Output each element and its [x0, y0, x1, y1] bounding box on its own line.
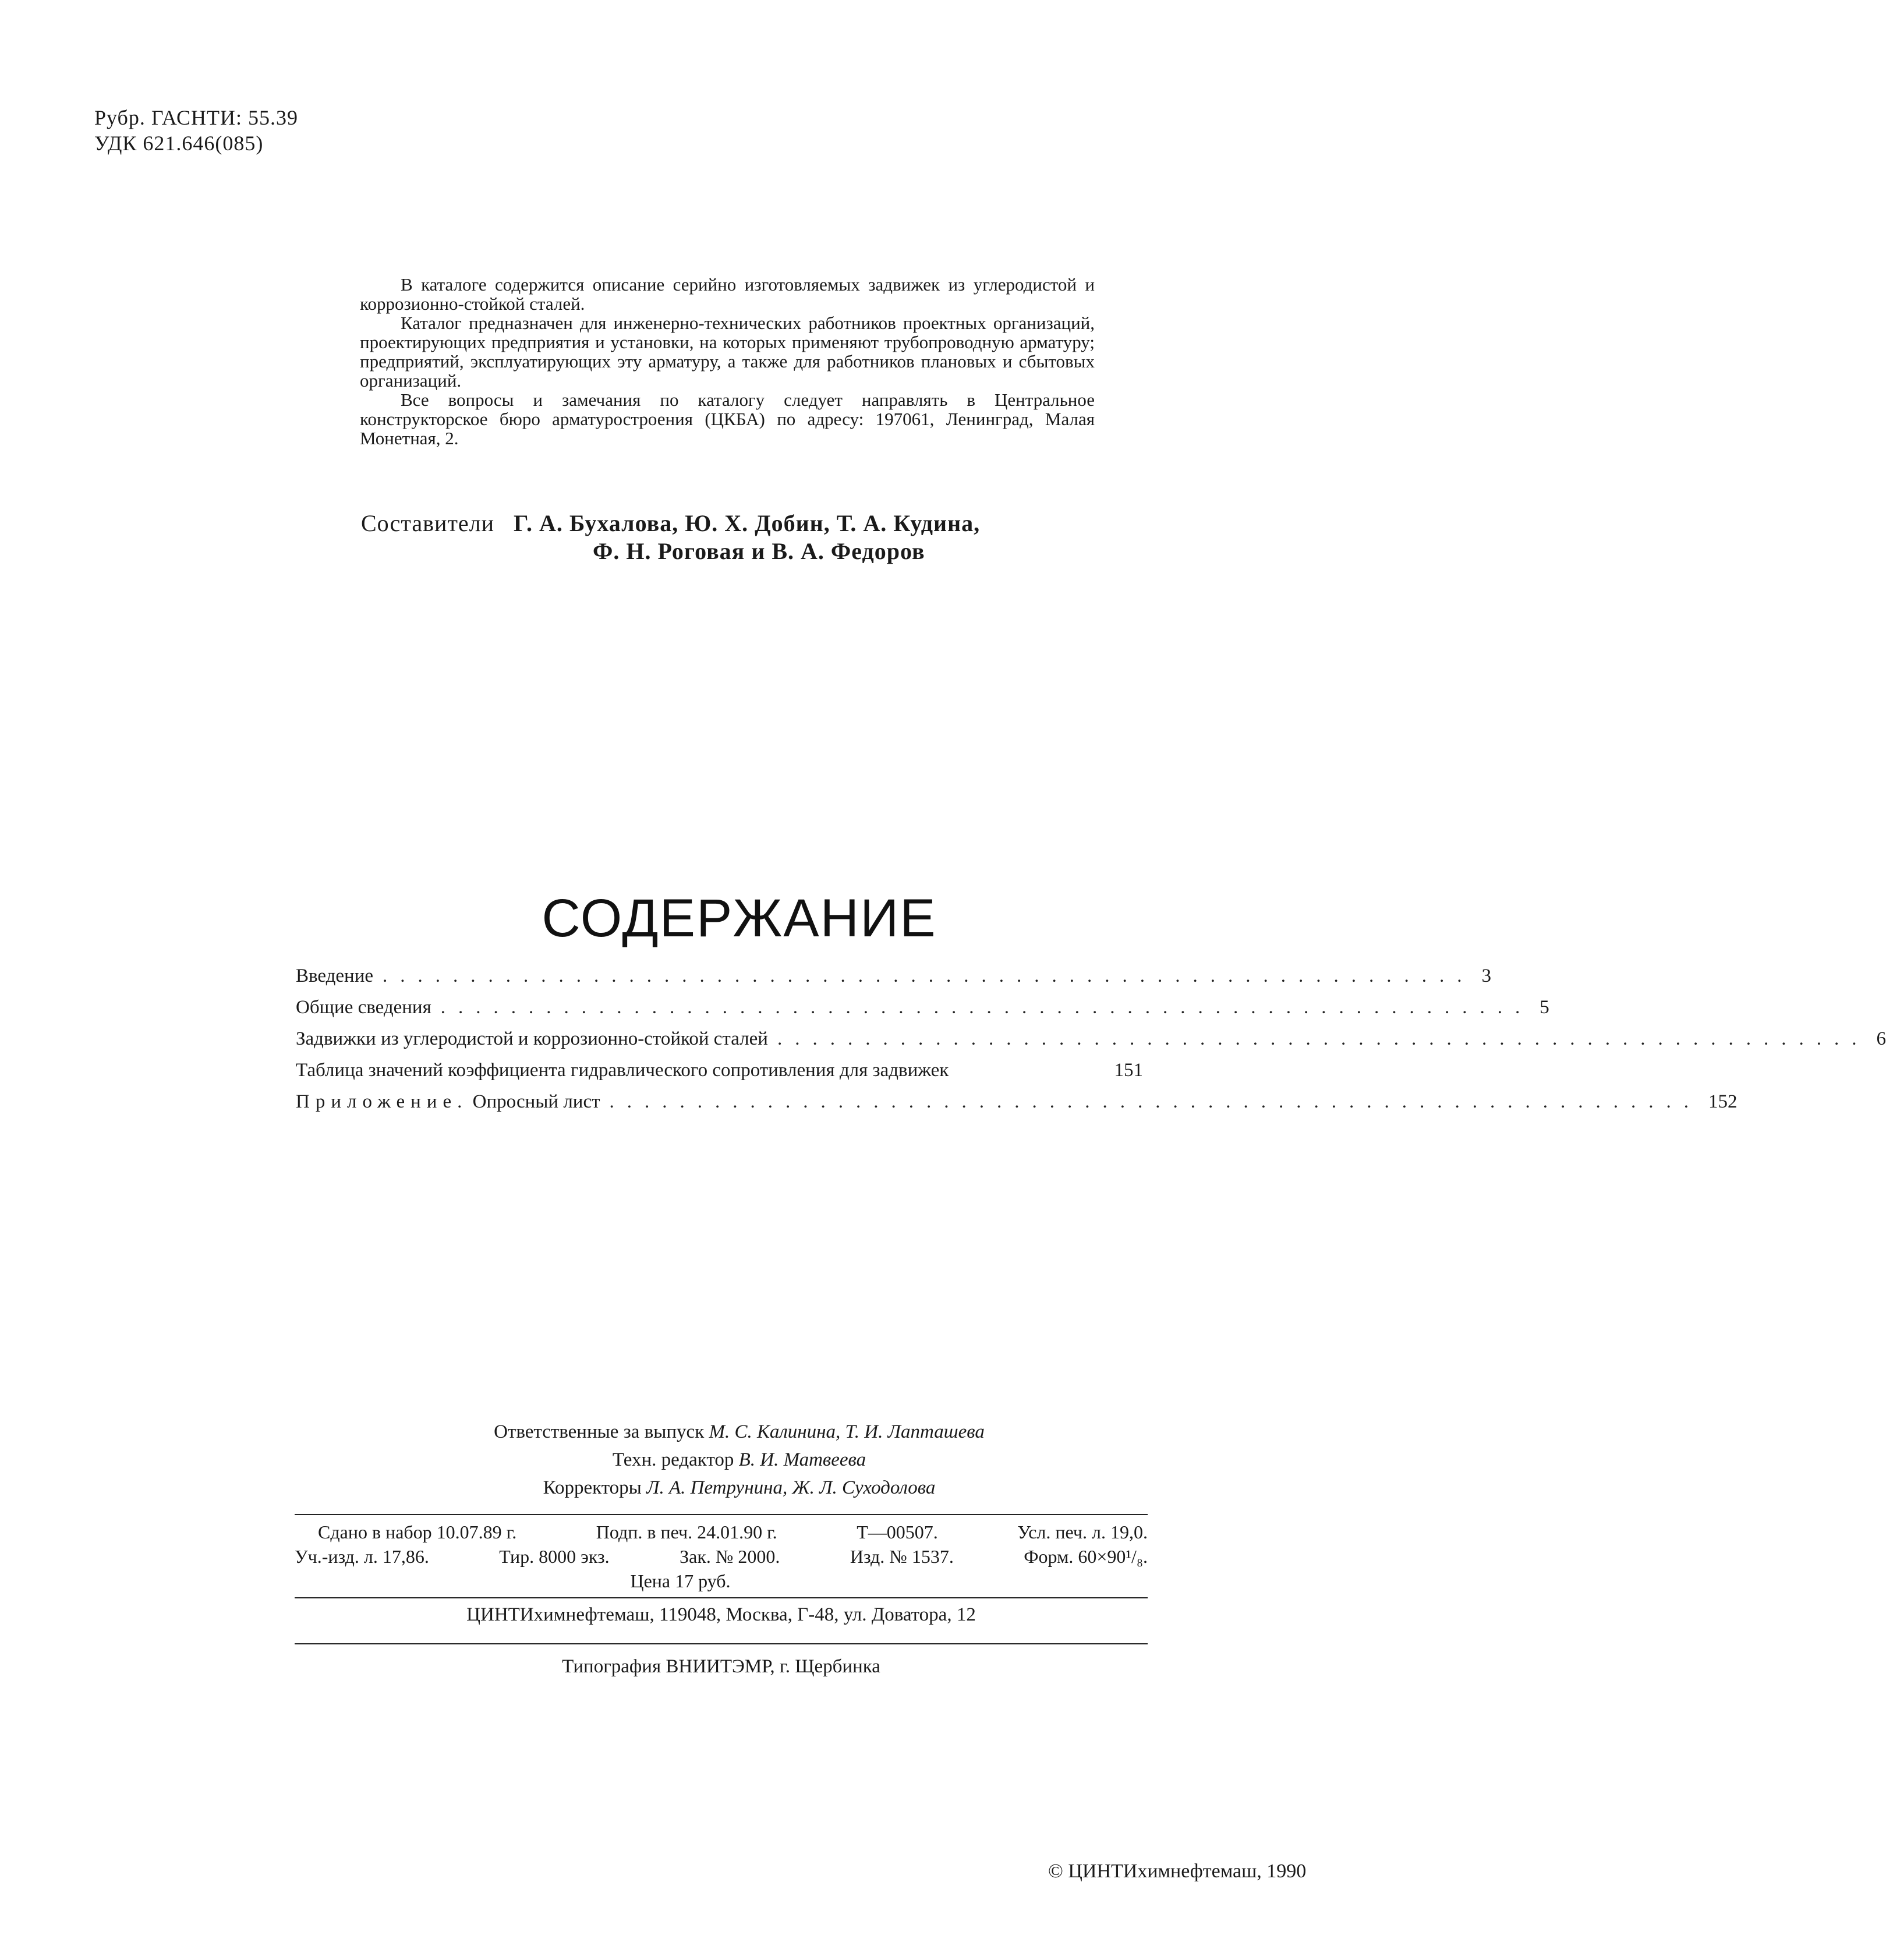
proofreaders-names: Л. А. Петрунина, Ж. Л. Суходолова [646, 1477, 936, 1498]
toc-entry-label: Общие сведения [296, 997, 431, 1018]
tech-editor-name: В. И. Матвеева [738, 1449, 866, 1470]
udc-code: УДК 621.646(085) [94, 132, 264, 155]
toc-leader-dots: .............................................................. [383, 965, 1475, 986]
copyright: © ЦИНТИхимнефтемаш, 1990 [1048, 1860, 1307, 1882]
toc-leader-dots: .............................................................. [777, 1028, 1870, 1049]
proofreaders-line: Корректоры Л. А. Петрунина, Ж. Л. Суходолова [543, 1477, 936, 1498]
release-credits [0, 1418, 1478, 1502]
abstract-paragraph: Каталог предназначен для инженерно-технических работников проектных организаций, проектирующих предприятия и установки, на которых применяют трубопроводную арматуру; предприятий, эксплуатирующих эту арматуру, а также для работников плановых и сбытовых организаций. [360, 313, 1095, 391]
divider [295, 1597, 1148, 1598]
table-of-contents [296, 965, 1886, 1123]
tech-editor-line: Техн. редактор В. И. Матвеева [612, 1449, 866, 1470]
print-details [295, 1520, 1148, 1593]
price: Цена 17 руб. [630, 1570, 731, 1591]
print-details-row: Уч.-изд. л. 17,86. Тир. 8000 экз. Зак. № 2000. Изд. № 1537. Форм. 60×90¹/₈. [295, 1546, 1148, 1567]
toc-entry-page: 152 [1708, 1091, 1738, 1112]
toc-entry-label: Таблица значений коэффициента гидравлического сопротивления для задвижек [296, 1060, 949, 1081]
print-details-row: Сдано в набор 10.07.89 г. Подп. в печ. 24.01.90 г. Т—00507. Усл. печ. л. 19,0. [318, 1522, 1148, 1542]
abstract [360, 275, 1095, 448]
divider [295, 1514, 1148, 1515]
toc-leader-dots: .............................................................. [440, 997, 1533, 1018]
compilers-names-line1: Г. А. Бухалова, Ю. Х. Добин, Т. А. Кудина, [514, 510, 981, 536]
publisher-address: ЦИНТИхимнефтемаш, 119048, Москва, Г-48, ул. Доватора, 12 [466, 1604, 976, 1625]
abstract-paragraph: В каталоге содержится описание серийно изготовляемых задвижек из углеродистой и коррозионно-стойкой сталей. [360, 274, 1095, 314]
contents-title: СОДЕРЖАНИЕ [542, 889, 937, 948]
compilers-label: Составители [361, 510, 495, 536]
toc-leader-dots: .............................................................. [609, 1091, 1702, 1112]
toc-entry-label-spaced: Приложение. [296, 1091, 468, 1112]
toc-entry-label: Опросный лист [472, 1091, 600, 1112]
toc-entry[interactable] [296, 1091, 1738, 1123]
bibliographic-codes [94, 105, 298, 156]
toc-entry[interactable] [296, 1060, 1143, 1091]
compilers [361, 510, 1106, 565]
toc-entry-page: 5 [1540, 997, 1549, 1018]
printing-house: Типография ВНИИТЭМР, г. Щербинка [562, 1656, 880, 1677]
responsible-names: М. С. Калинина, Т. И. Лапташева [709, 1421, 985, 1442]
toc-entry-page: 151 [1114, 1060, 1143, 1081]
toc-entry-page: 6 [1876, 1028, 1886, 1049]
toc-entry-label: Задвижки из углеродистой и коррозионно-стойкой сталей [296, 1028, 768, 1049]
toc-entry[interactable] [296, 965, 1492, 997]
rubric-code: Рубр. ГАСНТИ: 55.39 [94, 106, 298, 129]
toc-entry-page: 3 [1481, 965, 1492, 986]
toc-entry[interactable] [296, 997, 1549, 1028]
abstract-paragraph: Все вопросы и замечания по каталогу следует направлять в Центральное конструкторское бюро арматуростроения (ЦКБА) по адресу: 197061, Ленинград, Малая Монетная, 2. [360, 390, 1095, 448]
toc-entry[interactable] [296, 1028, 1886, 1060]
responsible-line: Ответственные за выпуск М. С. Калинина, Т. И. Лапташева [494, 1421, 985, 1442]
compilers-names-line2: Ф. Н. Роговая и В. А. Федоров [593, 538, 925, 564]
divider [295, 1643, 1148, 1644]
toc-entry-label: Введение [296, 965, 374, 986]
